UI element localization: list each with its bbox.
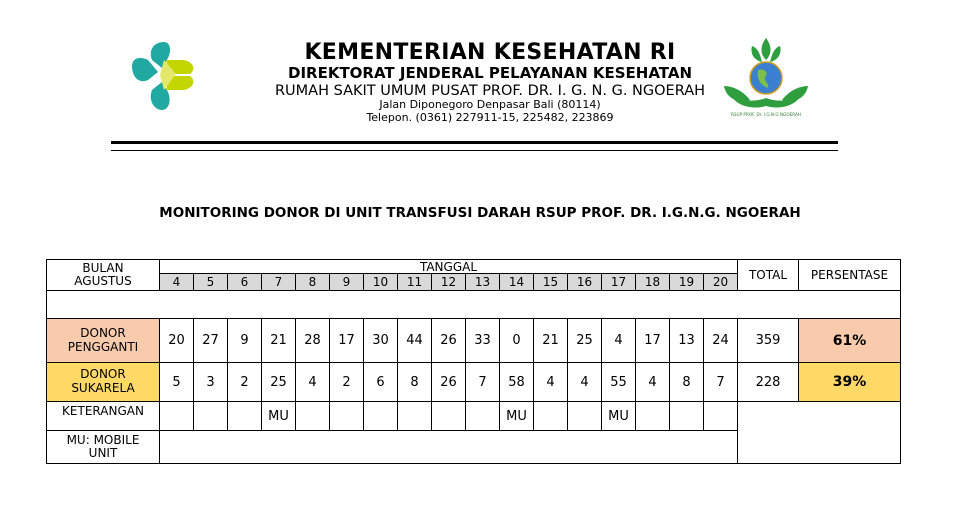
donor-sukarela-value-cell: 4 [534, 363, 568, 402]
donor-sukarela-value-cell: 3 [194, 363, 228, 402]
donor-sukarela-label-line1: DONOR [80, 367, 126, 382]
day-header-cell: 17 [602, 274, 636, 291]
kemenkes-logo [128, 38, 198, 112]
donor-pengganti-value-cell: 21 [262, 319, 296, 363]
donor-sukarela-value-cell: 25 [262, 363, 296, 402]
day-header-cell: 5 [194, 274, 228, 291]
donor-pengganti-value-cell: 21 [534, 319, 568, 363]
donor-pengganti-value-cell: 17 [330, 319, 364, 363]
letterhead-rule-thick [111, 141, 838, 144]
donor-pengganti-percent: 61% [799, 319, 901, 363]
donor-pengganti-value-cell: 4 [602, 319, 636, 363]
day-header-cell: 19 [670, 274, 704, 291]
day-header-cell: 14 [500, 274, 534, 291]
day-header-cell: 12 [432, 274, 466, 291]
donor-sukarela-label [47, 363, 160, 402]
month-header-line2: AGUSTUS [74, 274, 132, 288]
header-row-top [47, 260, 901, 274]
donor-sukarela-value-cell: 2 [228, 363, 262, 402]
donor-pengganti-label-line2: PENGGANTI [67, 339, 139, 354]
donor-pengganti-value-cell: 25 [568, 319, 602, 363]
donor-pengganti-value-cell: 28 [296, 319, 330, 363]
donor-sukarela-value-cell: 4 [636, 363, 670, 402]
donor-sukarela-value-cell: 6 [364, 363, 398, 402]
day-header-cell: 4 [160, 274, 194, 291]
donor-pengganti-total: 359 [738, 319, 799, 363]
keterangan-cell [534, 402, 568, 431]
donor-sukarela-value-cell: 7 [704, 363, 738, 402]
donor-sukarela-total: 228 [738, 363, 799, 402]
day-header-cell: 15 [534, 274, 568, 291]
donor-sukarela-value-cell: 8 [398, 363, 432, 402]
rsup-logo-caption: RSUP PROF. Dr. I.G.N.G NGOERAH [730, 112, 802, 117]
keterangan-cell [296, 402, 330, 431]
keterangan-total-blank [738, 402, 901, 464]
donor-pengganti-row [47, 319, 901, 363]
donor-pengganti-value-cell: 13 [670, 319, 704, 363]
keterangan-cell [194, 402, 228, 431]
day-header-cell: 10 [364, 274, 398, 291]
keterangan-label: KETERANGAN [47, 402, 160, 431]
spacer-row [47, 291, 901, 319]
donor-pengganti-label [47, 319, 160, 363]
keterangan-cell: MU [602, 402, 636, 431]
donor-pengganti-value-cell: 17 [636, 319, 670, 363]
keterangan-cell [466, 402, 500, 431]
directorate-name: DIREKTORAT JENDERAL PELAYANAN KESEHATAN [288, 64, 692, 83]
mu-note-filler [160, 431, 738, 464]
keterangan-cell: MU [500, 402, 534, 431]
donor-monitoring-table [46, 259, 901, 464]
keterangan-cell [398, 402, 432, 431]
keterangan-cell [636, 402, 670, 431]
document-title: MONITORING DONOR DI UNIT TRANSFUSI DARAH RSUP PROF. DR. I.G.N.G. NGOERAH [159, 205, 801, 221]
donor-sukarela-value-cell: 26 [432, 363, 466, 402]
keterangan-cell [160, 402, 194, 431]
keterangan-cell [228, 402, 262, 431]
month-header-line1: BULAN [82, 260, 124, 275]
donor-sukarela-percent: 39% [799, 363, 901, 402]
donor-sukarela-value-cell: 55 [602, 363, 636, 402]
day-header-cell: 6 [228, 274, 262, 291]
keterangan-cell [364, 402, 398, 431]
keterangan-cell [330, 402, 364, 431]
keterangan-row [47, 402, 901, 431]
donor-pengganti-value-cell: 33 [466, 319, 500, 363]
donor-pengganti-value-cell: 24 [704, 319, 738, 363]
month-header [47, 260, 160, 291]
kemenkes-logo-yellow-petals [160, 60, 193, 90]
donor-pengganti-value-cell: 44 [398, 319, 432, 363]
day-header-cell: 9 [330, 274, 364, 291]
donor-pengganti-label-line1: DONOR [80, 325, 126, 340]
mu-note [47, 431, 160, 464]
date-header: TANGGAL [160, 260, 738, 274]
spacer-cell [47, 291, 901, 319]
total-header: TOTAL [738, 260, 799, 291]
donor-pengganti-value-cell: 26 [432, 319, 466, 363]
keterangan-cell [670, 402, 704, 431]
percent-header: PERSENTASE [799, 260, 901, 291]
donor-pengganti-value-cell: 9 [228, 319, 262, 363]
letterhead [220, 40, 760, 125]
donor-pengganti-value-cell: 0 [500, 319, 534, 363]
day-header-cell: 20 [704, 274, 738, 291]
day-header-cell: 11 [398, 274, 432, 291]
donor-sukarela-value-cell: 2 [330, 363, 364, 402]
hospital-address: Jalan Diponegoro Denpasar Bali (80114) [379, 98, 601, 112]
hospital-name: RUMAH SAKIT UMUM PUSAT PROF. DR. I. G. N. G. NGOERAH [274, 82, 706, 99]
hospital-phone: Telepon. (0361) 227911-15, 225482, 223869 [366, 110, 614, 124]
keterangan-cell [568, 402, 602, 431]
ministry-name: KEMENTERIAN KESEHATAN RI [304, 40, 676, 65]
donor-sukarela-row [47, 363, 901, 402]
day-header-cell: 16 [568, 274, 602, 291]
letterhead-rule-thin [111, 150, 838, 151]
keterangan-cell [432, 402, 466, 431]
donor-sukarela-label-line2: SUKARELA [71, 381, 135, 395]
day-header-cell: 18 [636, 274, 670, 291]
donor-sukarela-value-cell: 8 [670, 363, 704, 402]
donor-sukarela-value-cell: 7 [466, 363, 500, 402]
keterangan-cell [704, 402, 738, 431]
mu-note-line1: MU: MOBILE [66, 432, 140, 447]
mu-note-line2: UNIT [88, 446, 118, 460]
donor-pengganti-value-cell: 27 [194, 319, 228, 363]
keterangan-cell: MU [262, 402, 296, 431]
donor-pengganti-value-cell: 30 [364, 319, 398, 363]
day-header-cell: 8 [296, 274, 330, 291]
day-header-cell: 13 [466, 274, 500, 291]
rsup-logo [716, 36, 816, 120]
donor-sukarela-value-cell: 4 [296, 363, 330, 402]
donor-pengganti-value-cell: 20 [160, 319, 194, 363]
donor-sukarela-value-cell: 58 [500, 363, 534, 402]
day-header-cell: 7 [262, 274, 296, 291]
donor-sukarela-value-cell: 5 [160, 363, 194, 402]
donor-sukarela-value-cell: 4 [568, 363, 602, 402]
